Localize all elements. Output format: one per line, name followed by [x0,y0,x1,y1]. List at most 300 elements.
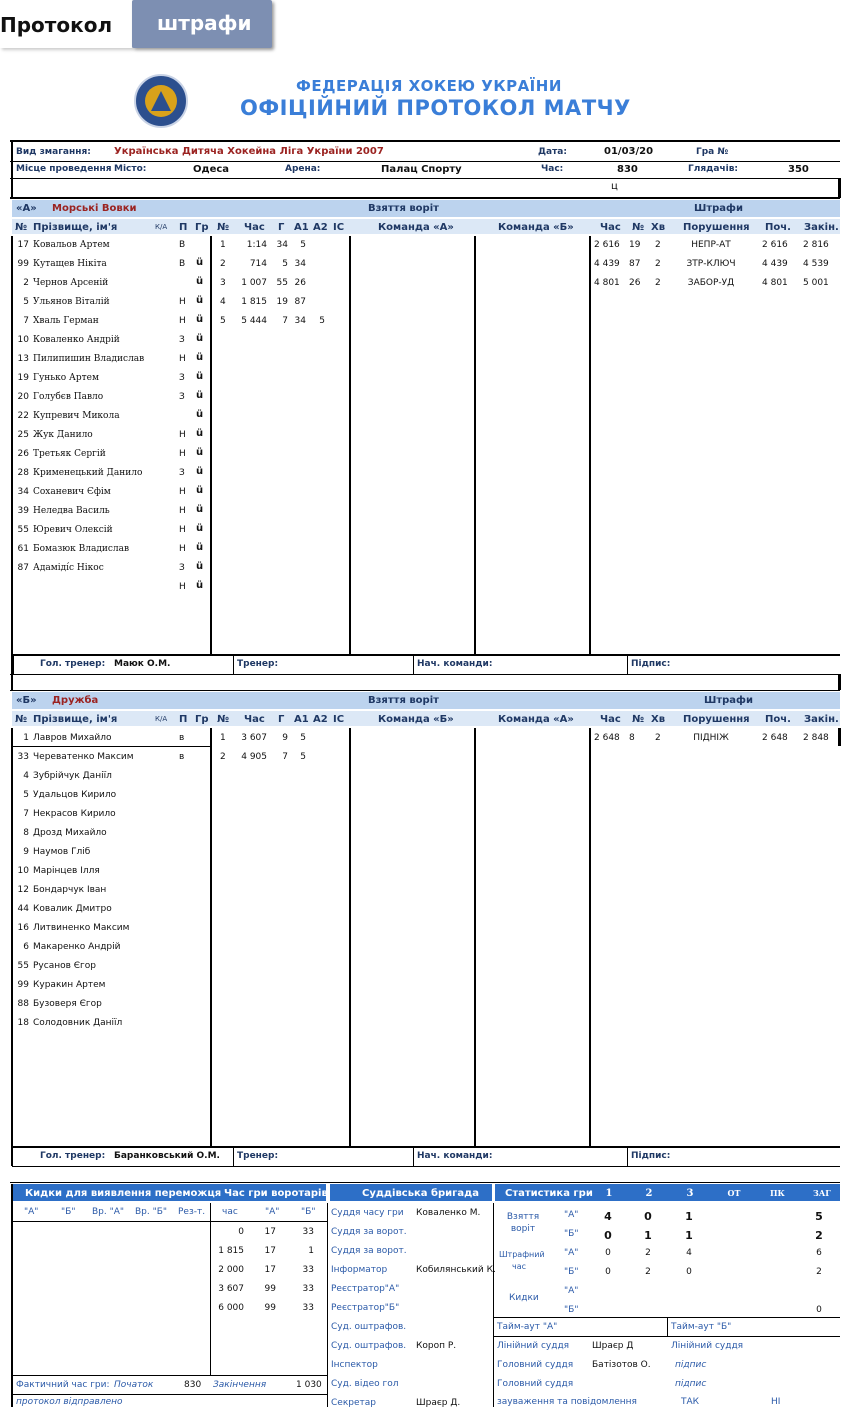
player-name: Ковальов Артем [33,240,110,250]
col-pen-start: Поч. [765,222,791,233]
gk-time: 6 000 [218,1303,244,1313]
protocol-title: ОФІЦІЙНИЙ ПРОТОКОЛ МАТЧУ [240,96,631,120]
spectators-value: 350 [788,164,809,175]
player-name: Юревич Олексій [33,525,113,535]
referee-role: Інспектор [331,1360,378,1370]
penalty-violation: ПІДНІЖ [693,733,729,743]
goal-number: 5 [220,316,226,326]
player-name: Бузоверя Єгор [33,999,102,1009]
goal-scorer: 7 [282,752,288,762]
b-col-num: № [15,714,28,725]
player-number: 17 [17,240,29,250]
player-number: 16 [17,923,29,933]
player-name: Неледва Василь [33,506,110,516]
stat-value: 0 [605,1267,611,1277]
stat-value: 4 [604,1210,612,1223]
stat-shots-label: Кидки [509,1293,539,1303]
date-label: Дата: [538,147,567,157]
player-number: 26 [17,449,29,459]
player-number: 5 [23,790,29,800]
player-group-mark: ü [196,352,204,363]
player-position: З [179,468,185,478]
player-name: Наумов Гліб [33,847,91,857]
player-group-mark: ü [196,257,204,268]
city-label: Місто: [114,164,147,174]
goal-assist1: 34 [294,259,306,269]
end-label: Закінчення [213,1380,267,1390]
col-a2: А2 [313,222,328,233]
player-number: 19 [17,373,29,383]
goal-time: 5 444 [241,316,267,326]
goal-time: 4 905 [241,752,267,762]
goal-number: 2 [220,752,226,762]
col-pen-end: Закін. [804,222,839,233]
goal-assist1: 5 [300,240,306,250]
team-a-pens-header: Штрафи [694,203,743,214]
team-a-name: Морські Вовки [52,203,137,214]
team-b-coach-label: Гол. тренер: [40,1151,106,1161]
player-position: Н [179,487,186,497]
player-number: 25 [17,430,29,440]
player-name: Пилипишин Владислав [33,354,145,364]
player-group-mark: ü [196,314,204,325]
gk-a: 17 [264,1227,276,1237]
referee-role: Реєстратор"Б" [331,1303,400,1313]
b-col-pen-viol: Порушення [683,714,750,725]
player-number: 39 [17,506,29,516]
goal-scorer: 5 [282,259,288,269]
player-group-mark: ü [196,428,204,439]
stat-value: 1 [644,1229,652,1242]
player-position: Н [179,316,186,326]
shootout-col: Рез-т. [178,1207,206,1217]
player-position: Н [179,582,186,592]
timeout-b: Тайм-аут "Б" [671,1322,732,1332]
stat-team-label: "Б" [564,1229,579,1239]
b-col-pen-min: Хв [651,714,666,725]
player-name: Купревич Микола [33,411,120,421]
line-ref-name: Шраєр Д [592,1341,634,1351]
col-team-a: Команда «А» [378,222,454,233]
competition-label: Вид змагання: [16,147,91,157]
b-col-goal-scorer: Г [278,714,285,725]
player-position: В [179,259,186,269]
penalty-player: 26 [629,278,641,288]
stat-value: 6 [816,1248,822,1258]
period-header: 1 [605,1188,613,1199]
b-col-is: ІС [333,714,345,725]
player-group-mark: ü [196,466,204,477]
referee-role: Суд. відео гол [331,1379,399,1389]
goal-number: 3 [220,278,226,288]
penalty-end: 2 848 [803,733,829,743]
team-a-goals-header: Взяття воріт [368,203,439,214]
time-label: Час: [541,164,564,174]
shootout-col: Вр. "А" [92,1207,125,1217]
player-number: 55 [17,525,29,535]
player-number: 99 [17,980,29,990]
penalty-player: 19 [629,240,641,250]
city-value: Одеса [193,164,230,175]
time-value: 830 [617,164,638,175]
line-ref-label: Лінійний суддя [497,1341,570,1351]
b-col-name: Прізвище, ім'я [33,714,118,725]
b-col-goal-time: Час [244,714,265,725]
player-number: 34 [17,487,29,497]
player-name: Адаміді́с Нікос [33,563,104,573]
col-num: № [15,222,28,233]
player-position: Н [179,354,186,364]
player-position: Н [179,506,186,516]
gk-time: 1 815 [218,1246,244,1256]
remarks-no[interactable]: НІ [771,1397,781,1407]
player-name: Крименецький Данило [33,468,143,478]
stat-value: 1 [685,1210,693,1223]
b-col-goal-num: № [217,714,230,725]
goal-number: 1 [220,240,226,250]
stat-team-label: "Б" [564,1305,579,1315]
gk-a: 17 [264,1246,276,1256]
extra-mark: ц [611,181,618,192]
gk-time: 2 000 [218,1265,244,1275]
player-group-mark: ü [196,504,204,515]
stat-value: 0 [644,1210,652,1223]
player-group-mark: ü [196,523,204,534]
player-name: Ульянов Віталій [33,297,110,307]
player-group-mark: ü [196,561,204,572]
player-position: Н [179,430,186,440]
venue-label: Місце проведення [16,164,112,174]
col-goal-scorer: Г [278,222,285,233]
main-ref-name: Батізотов О. [592,1360,651,1370]
player-number: 87 [17,563,29,573]
player-number: 2 [23,278,29,288]
period-header: 2 [645,1188,653,1199]
player-name: Солодовник Даніїл [33,1018,123,1028]
spectators-label: Глядачів: [688,164,739,174]
player-number: 44 [17,904,29,914]
player-name: Зубрійчук Даніїл [33,771,112,781]
start-value: 830 [184,1380,202,1390]
player-number: 12 [17,885,29,895]
goal-scorer: 34 [276,240,288,250]
main-ref2-signature: підпис [675,1379,707,1389]
penalty-end: 5 001 [803,278,829,288]
player-number: 18 [17,1018,29,1028]
team-a-sign-label: Підпис: [631,659,671,669]
player-name: Голубєв Павло [33,392,104,402]
stat-goals-label: Взяття воріт [506,1212,540,1234]
stat-value: 5 [815,1210,823,1223]
player-number: 61 [17,544,29,554]
timeout-a: Тайм-аут "А" [497,1322,558,1332]
player-group-mark: ü [196,447,204,458]
player-number: 7 [23,809,29,819]
referee-role: Інформатор [331,1265,388,1275]
team-b-trainer-label: Тренер: [237,1151,279,1161]
stat-value: 0 [686,1267,692,1277]
player-group-mark: ü [196,485,204,496]
stat-value: 2 [815,1229,823,1242]
shootout-col: "А" [24,1207,39,1217]
player-name: Череватенко Максим [33,752,134,762]
referee-role: Суд. оштрафов. [331,1322,407,1332]
penalty-time: 2 616 [594,240,620,250]
player-position: в [179,752,185,762]
penalty-time: 4 439 [594,259,620,269]
actual-time-label: Фактичний час гри: [16,1380,110,1390]
player-name: Чернов Арсеній [33,278,109,288]
tab-protocol[interactable]: Протокол [0,0,132,48]
player-number: 10 [17,335,29,345]
goal-number: 2 [220,259,226,269]
goal-assist1: 87 [294,297,306,307]
referee-role: Суддя за ворот. [331,1246,407,1256]
gk-col: "А" [265,1207,280,1217]
start-label: Початок [114,1380,154,1390]
penalty-violation: НЕПР-АТ [691,240,731,250]
stat-value: 4 [686,1248,692,1258]
player-position: З [179,563,185,573]
team-a-chief-label: Нач. команди: [417,659,493,669]
arena-label: Арена: [285,164,321,174]
gk-b: 33 [302,1265,314,1275]
goal-assist2: 5 [319,316,325,326]
gk-a: 99 [264,1303,276,1313]
player-name: Кутащев Нікіта [33,259,107,269]
tab-penalties[interactable]: штрафи [132,0,272,48]
team-a-coach-label: Гол. тренер: [40,659,106,669]
goal-assist1: 34 [294,316,306,326]
player-group-mark: ü [196,371,204,382]
b-col-pen-num: № [632,714,645,725]
penalty-violation: ЗТР-КЛЮЧ [686,259,736,269]
line-ref2-label: Лінійний суддя [671,1341,744,1351]
goal-scorer: 19 [276,297,288,307]
penalty-time: 2 648 [594,733,620,743]
referee-name: Шраєр Д. [416,1398,461,1407]
player-number: 55 [17,961,29,971]
team-b-pens-header: Штрафи [704,695,753,706]
referee-name: Коваленко М. [416,1208,481,1218]
player-number: 22 [17,411,29,421]
player-number: 9 [23,847,29,857]
player-number: 88 [17,999,29,1009]
penalty-violation: ЗАБОР-УД [687,278,735,288]
team-a-trainer-label: Тренер: [237,659,279,669]
shootout-col: "Б" [61,1207,76,1217]
period-header: ЗАГ [813,1188,831,1198]
player-number: 99 [17,259,29,269]
col-team-b: Команда «Б» [498,222,574,233]
gk-a: 17 [264,1265,276,1275]
col-ka: К/А [155,223,168,231]
player-name: Ковалик Дмитро [33,904,112,914]
stat-team-label: "А" [564,1248,579,1258]
player-number: 28 [17,468,29,478]
penalty-minutes: 2 [655,278,661,288]
penalty-end: 2 816 [803,240,829,250]
player-name: Хваль Герман [33,316,99,326]
player-position: Н [179,525,186,535]
team-b-coach: Баранковський О.М. [114,1151,220,1161]
referee-name: Короп Р. [416,1341,457,1351]
game-number-label: Гра № [696,147,729,157]
shootout-col: Вр. "Б" [135,1207,168,1217]
player-number: 7 [23,316,29,326]
b-col-a2: А2 [313,714,328,725]
stat-value: 2 [645,1267,651,1277]
player-group-mark: ü [196,542,204,553]
b-col-pen-end: Закін. [804,714,839,725]
period-header: 3 [686,1188,694,1199]
gk-time: 0 [238,1227,244,1237]
penalty-player: 8 [629,733,635,743]
gk-a: 99 [264,1284,276,1294]
col-goal-time: Час [244,222,265,233]
goal-time: 1:14 [246,240,267,250]
goal-time: 3 607 [241,733,267,743]
player-name: Куракин Артем [33,980,106,990]
player-name: Жук Данило [33,430,93,440]
player-number: 20 [17,392,29,402]
player-name: Бомазюк Владислав [33,544,130,554]
b-col-pen-time: Час [600,714,621,725]
player-position: Н [179,544,186,554]
player-name: Некрасов Кирило [33,809,116,819]
stat-pim-label: Штрафний час [499,1250,545,1271]
player-group-mark: ü [196,580,204,591]
remarks-label: зауваження та повідомлення [497,1397,637,1407]
main-ref-signature: підпис [675,1360,707,1370]
player-number: 5 [23,297,29,307]
shootout-header: Кидки для виявлення переможця [25,1188,222,1199]
stat-value: 2 [816,1267,822,1277]
goal-time: 1 815 [241,297,267,307]
goal-assist1: 26 [294,278,306,288]
federation-name: ФЕДЕРАЦІЯ ХОКЕЮ УКРАЇНИ [296,77,562,95]
player-name: Бондарчук Іван [33,885,107,895]
b-col-ka: К/А [155,715,168,723]
team-a-coach: Маюк О.М. [114,659,171,669]
player-name: Коваленко Андрій [33,335,120,345]
team-b-sign-label: Підпис: [631,1151,671,1161]
referee-role: Суд. оштрафов. [331,1341,407,1351]
player-group-mark: ü [196,390,204,401]
col-gr: Гр [195,222,209,233]
player-name: Удальцов Кирило [33,790,117,800]
penalty-minutes: 2 [655,240,661,250]
penalty-start: 2 616 [762,240,788,250]
b-col-team-b: Команда «Б» [378,714,454,725]
player-position: Н [179,449,186,459]
col-pen-min: Хв [651,222,666,233]
arena-value: Палац Спорту [381,164,462,175]
goal-scorer: 9 [282,733,288,743]
stat-team-label: "А" [564,1210,579,1220]
b-col-gr: Гр [195,714,209,725]
referee-name: Кобилянський К. [416,1265,496,1275]
player-number: 8 [23,828,29,838]
goal-assist1: 5 [300,733,306,743]
stat-value: 0 [816,1305,822,1315]
player-name: Лавров Михайло [33,733,112,743]
col-pen-viol: Порушення [683,222,750,233]
player-position: З [179,392,185,402]
stat-team-label: "Б" [564,1267,579,1277]
team-b-name: Дружба [52,695,99,706]
referee-role: Реєстратор"А" [331,1284,400,1294]
stat-value: 1 [685,1229,693,1242]
col-name: Прізвище, ім'я [33,222,118,233]
player-number: 13 [17,354,29,364]
end-value: 1 030 [296,1380,322,1390]
player-name: Третьяк Сергій [33,449,106,459]
penalty-minutes: 2 [655,259,661,269]
tab-bar [0,0,300,48]
player-number: 4 [23,771,29,781]
gk-b: 33 [302,1227,314,1237]
col-a1: А1 [294,222,309,233]
goal-time: 714 [249,259,267,269]
stat-team-label: "А" [564,1286,579,1296]
b-col-pen-start: Поч. [765,714,791,725]
remarks-yes[interactable]: ТАК [681,1397,700,1407]
main-ref2-label: Головний суддя [497,1379,574,1389]
team-a-tag: «А» [16,203,37,214]
goal-assist1: 5 [300,752,306,762]
gk-b: 33 [302,1303,314,1313]
date-value: 01/03/20 [604,146,654,157]
referee-role: Секретар [331,1398,376,1407]
stats-header: Статистика гри [505,1188,593,1199]
penalty-end: 4 539 [803,259,829,269]
team-b-chief-label: Нач. команди: [417,1151,493,1161]
player-position: Н [179,297,186,307]
protocol-sent: протокол відправлено [16,1397,123,1407]
gk-b: 33 [302,1284,314,1294]
goal-time: 1 007 [241,278,267,288]
col-pen-time: Час [600,222,621,233]
col-goal-num: № [217,222,230,233]
player-name: Литвиненко Максим [33,923,130,933]
player-group-mark: ü [196,276,204,287]
penalty-start: 4 801 [762,278,788,288]
stat-value: 0 [604,1229,612,1242]
gk-b: 1 [308,1246,314,1256]
player-number: 33 [17,752,29,762]
player-group-mark: ü [196,333,204,344]
player-number: 10 [17,866,29,876]
penalty-player: 87 [629,259,641,269]
referee-role: Суддя часу гри [331,1208,404,1218]
main-ref-label: Головний суддя [497,1360,574,1370]
player-group-mark: ü [196,295,204,306]
col-pen-num: № [632,222,645,233]
player-position: В [179,240,186,250]
goal-number: 4 [220,297,226,307]
competition-value: Українська Дитяча Хокейна Ліга України 2007 [114,146,384,157]
col-is: ІС [333,222,345,233]
player-number: 1 [23,733,29,743]
player-position: З [179,335,185,345]
player-name: Дрозд Михайло [33,828,107,838]
player-name: Соханевич Єфім [33,487,111,497]
referee-role: Суддя за ворот. [331,1227,407,1237]
player-position: З [179,373,185,383]
player-name: Макаренко Андрій [33,942,121,952]
period-header: ПК [770,1188,785,1198]
